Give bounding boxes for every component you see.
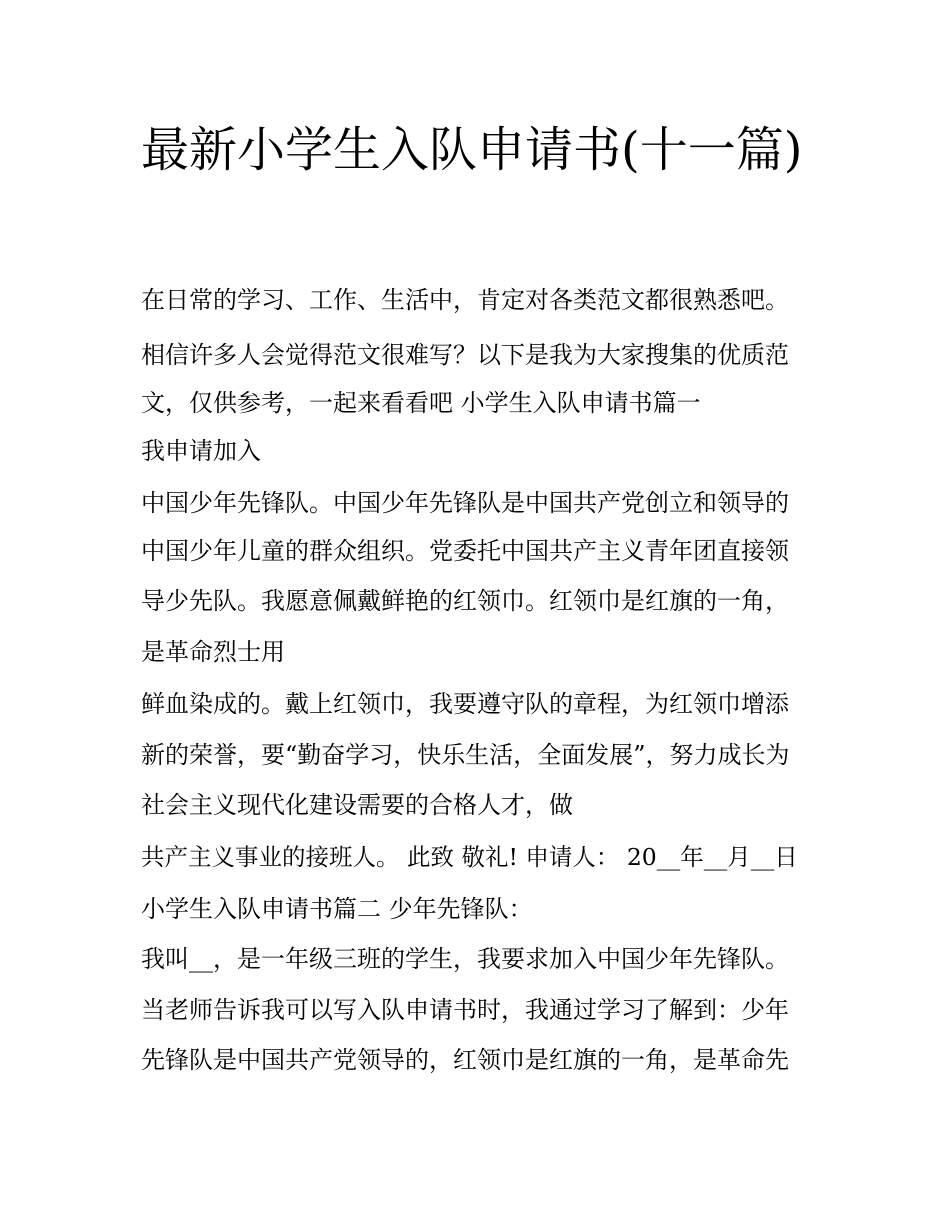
body-line: 文，仅供参考，一起来看看吧 小学生入队申请书篇一: [141, 389, 701, 417]
body-line: 新的荣誉，要“勤奋学习，快乐生活，全面发展”，努力成长为: [141, 741, 790, 769]
body-line: 共产主义事业的接班人。 此致 敬礼! 申请人： 20__年__月__日: [141, 843, 798, 871]
body-line: 先锋队是中国共产党领导的，红领巾是红旗的一角，是革命先: [141, 1046, 789, 1074]
body-line: 中国少年儿童的群众组织。党委托中国共产主义青年团直接领: [141, 537, 789, 565]
body-line: 我申请加入: [141, 437, 261, 465]
body-line: 社会主义现代化建设需要的合格人才，做: [141, 791, 573, 819]
body-line: 中国少年先锋队。中国少年先锋队是中国共产党创立和领导的: [141, 489, 789, 517]
body-line: 当老师告诉我可以写入队申请书时，我通过学习了解到：少年: [141, 996, 789, 1024]
body-line: 在日常的学习、工作、生活中，肯定对各类范文都很熟悉吧。: [141, 286, 789, 314]
body-line: 是革命烈士用: [141, 638, 285, 666]
body-line: 鲜血染成的。戴上红领巾，我要遵守队的章程，为红领巾增添: [141, 690, 789, 718]
document-title: 最新小学生入队申请书(十一篇): [141, 122, 803, 178]
body-line: 我叫__，是一年级三班的学生，我要求加入中国少年先锋队。: [141, 945, 789, 973]
body-line: 小学生入队申请书篇二 少年先锋队：: [141, 895, 533, 923]
body-line: 导少先队。我愿意佩戴鲜艳的红领巾。红领巾是红旗的一角，: [141, 587, 789, 615]
body-line: 相信许多人会觉得范文很难写？以下是我为大家搜集的优质范: [141, 341, 789, 369]
